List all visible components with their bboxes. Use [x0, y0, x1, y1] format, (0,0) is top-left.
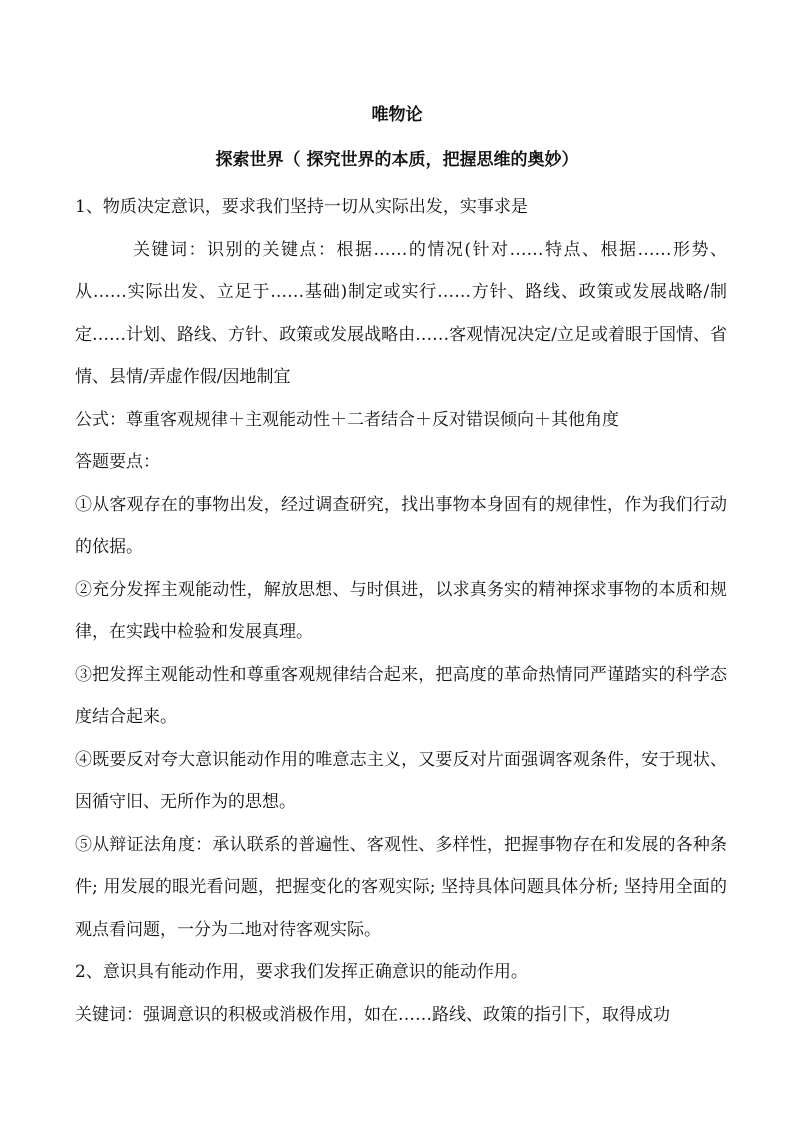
list-item-point-3: ③把发挥主观能动性和尊重客观规律结合起来，把高度的革命热情同严谨踏实的科学态度结合起来。	[75, 664, 727, 727]
paragraph-answer-points-label: 答题要点：	[75, 452, 160, 472]
document-title: 唯物论	[371, 105, 423, 125]
paragraph-heading-1: 1、物质决定意识，要求我们坚持一切从实际出发，实事求是	[75, 197, 528, 217]
paragraph-heading-2: 2、意识具有能动作用，要求我们发挥正确意识的能动作用。	[75, 962, 528, 982]
list-item-point-5: ⑤从辩证法角度：承认联系的普遍性、客观性、多样性，把握事物存在和发展的各种条件; 用发展的眼光看问题，把握变化的客观实际; 坚持具体问题具体分析; 坚持用全面的观点看问题，一分为二地对待客观实际。	[75, 834, 727, 940]
paragraph-keywords-2: 关键词：强调意识的积极或消极作用，如在……路线、政策的指引下，取得成功	[75, 1004, 670, 1025]
list-item-point-1: ①从客观存在的事物出发，经过调查研究，找出事物本身固有的规律性，作为我们行动的依据。	[75, 494, 727, 557]
list-item-point-4: ④既要反对夸大意识能动作用的唯意志主义，又要反对片面强调客观条件，安于现状、因循守旧、无所作为的思想。	[75, 749, 727, 812]
paragraph-formula: 公式：尊重客观规律＋主观能动性＋二者结合＋反对错误倾向＋其他角度	[75, 409, 619, 430]
list-item-point-2: ②充分发挥主观能动性，解放思想、与时俱进，以求真务实的精神探求事物的本质和规律，在实践中检验和发展真理。	[75, 579, 727, 642]
paragraph-keywords-1: 关键词：识别的关键点：根据……的情况(针对……特点、根据……形势、从……实际出发、立足于……基础)制定或实行……方针、路线、政策或发展战略/制定……计划、路线、方针、政策或发展战略由……客观情况决定/立足或着眼于国情、省情、县情/弄虚作假/因地制宜	[75, 239, 727, 387]
document-body	[75, 186, 727, 1036]
document-subtitle: 探索世界（ 探究世界的本质，把握思维的奥妙）	[215, 150, 579, 170]
